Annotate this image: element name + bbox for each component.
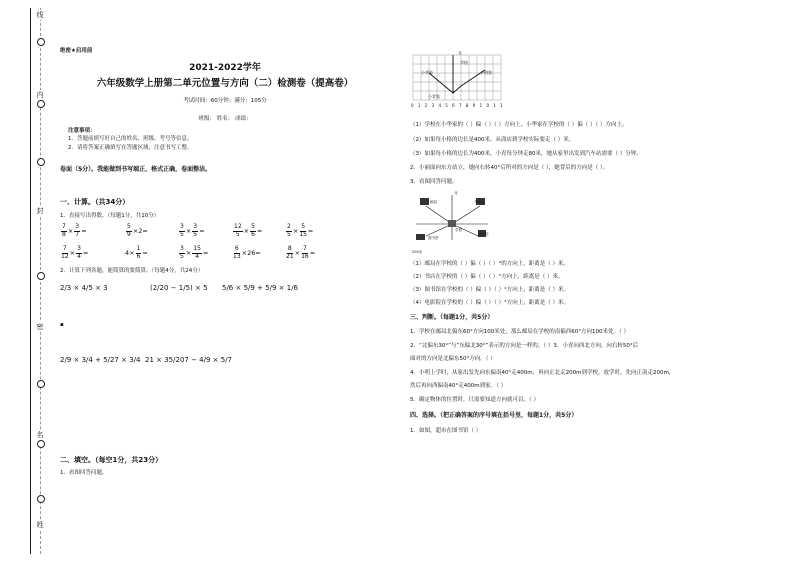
judge-item: 5．确定物体的位置时，只需要知道方向就可以。（ ）	[410, 397, 539, 403]
calc-item: 2/9 × 3/4 + 5/27 × 3/4	[60, 356, 141, 364]
binding-hole	[37, 272, 45, 280]
map-label: 图书馆	[428, 236, 439, 240]
grid-label: 小华家	[421, 70, 433, 75]
calc-item: 2/3 × 4/5 × 3	[60, 284, 108, 292]
judge-item: 然后再向西偏南40°走400m到家。（ ）	[410, 383, 507, 389]
calc-item: 5/6 × 5/9 + 5/9 × 1/6	[222, 284, 299, 292]
q1-instruction: 1．直接写出得数。（每题1分，共10分）	[60, 213, 160, 219]
exam-info: 考试时间：60分钟；满分：105分	[183, 98, 267, 104]
question-text: （3）如果每小格的边长为400米，小青每分钟走80米，她从家里出发到汽车站需要（ ）分钟。	[410, 151, 642, 157]
secret-label: 绝密★启用前	[60, 48, 93, 54]
page-title: 六年级数学上册第二单元位置与方向（二）检测卷（提高卷）	[96, 78, 354, 89]
calc-item: 21 × 35/207 − 4/9 × 5/7	[145, 356, 233, 364]
map-question: （1）邮局在学校的（ ）偏（ ）（ ）°的方向上，距离是（ ）米。	[410, 261, 569, 267]
grid-label: 小青家	[428, 94, 440, 99]
svg-text:北: 北	[458, 51, 462, 55]
margin-label: 密	[36, 323, 44, 331]
year-title: 2021-2022学年	[189, 63, 261, 73]
grid-axis: 01234567891011	[411, 103, 507, 108]
q2-instruction: 2．计算下列各题。能简算的要简算。（每题4分，共24分）	[60, 268, 204, 274]
direct-item: 4 × $\frac{1}{6}$ =	[125, 245, 148, 260]
judge-item: 1．学校在邮局北偏东60°方向100米处，那么邮局在学校的南偏西60°方向100米处。（ ）	[410, 329, 629, 335]
student-info: 班级： 姓名： 成绩：	[198, 116, 252, 122]
direct-item: $\frac{3}{5}$ × $\frac{3}{5}$ =	[180, 223, 205, 238]
margin-label: 姓	[36, 521, 44, 529]
section4-heading: 四、选择。（把正确答案的序号填在括号里，每题1分，共5分）	[410, 412, 578, 419]
calc-item: (2/20 − 1/5) × 5	[150, 284, 208, 292]
grid-label: 学校	[460, 60, 468, 65]
section3-heading: 三、判断。（每题1分，共5分）	[410, 314, 494, 321]
question-text: （2）如果每小格的边长是400米，从商店到学校实际要走（ ）米。	[410, 137, 575, 143]
margin-label: 内	[36, 91, 44, 99]
margin-label: 名	[36, 431, 44, 439]
margin-label: 线	[36, 11, 44, 19]
direct-item: $\frac{8}{21}$ × $\frac{7}{16}$ =	[286, 245, 316, 260]
map-question: （2）书店在学校的（ ）偏（ ）（ ）°方向上，距离是（ ）米。	[410, 274, 564, 280]
map-question: （3）图书馆在学校的（ ）偏（ ）（ ）°方向上，距离是（ ）米。	[410, 287, 569, 293]
map-label: 书店	[474, 200, 481, 204]
notes-heading: 注意事项：	[68, 128, 96, 134]
direct-item: $\frac{6}{13}$ × 26 =	[233, 245, 261, 260]
binding-hole	[37, 380, 45, 388]
question-text: 2．小丽面向东方站立，她向右转40°后所对的方向是（ ），她背后的方向是（ ）。	[410, 165, 609, 171]
section1-heading: 一、计算。（共34分）	[60, 198, 130, 206]
binding-hole	[37, 100, 45, 108]
map-question: （4）电影院在学校的（ ）偏（ ）（ ）°方向上，距离是（ ）米。	[410, 300, 569, 306]
binding-hole	[37, 38, 45, 46]
margin-label: 封	[36, 207, 44, 215]
judge-item: 面对的方向是北偏东50°方向。（ ）	[410, 356, 496, 362]
question-text: （1）学校在小华家的（ ）偏（ ）（ ）方向上，小华家在学校的（ ）偏（ ）（ ）方向上。	[410, 122, 628, 128]
question-text: 3．看图回答问题。	[410, 179, 458, 185]
direct-item: $\frac{7}{8}$ × $\frac{3}{7}$ =	[62, 223, 87, 238]
grid-label: 小明家	[480, 70, 492, 75]
bullet-mark: ▪	[60, 322, 64, 328]
note-item: 2．请将答案正确填写在答题区域，注意书写工整。	[68, 145, 193, 151]
binding-hole	[37, 158, 45, 166]
map-label: 邮局	[430, 200, 437, 204]
binding-hole	[37, 495, 45, 503]
section2-q1: 1．看图回答问题。	[60, 470, 108, 476]
map-scale: 200米	[412, 250, 423, 254]
direct-item: $\frac{7}{12}$ × $\frac{3}{4}$ =	[61, 245, 89, 260]
binding-hole	[37, 440, 45, 448]
direct-item: $\frac{3}{5}$ × $\frac{15}{4}$ =	[180, 245, 209, 260]
note-item: 1．答题前填写好自己的姓名、班级、考号等信息。	[68, 136, 193, 142]
direct-item: $\frac{2}{5}$ × $\frac{5}{15}$ =	[287, 223, 314, 238]
judge-item: 4．小明上学时，从家出发先向东偏南40°走400m，再向正北走200m到学校，放学时，先向正南走200m，	[410, 370, 675, 376]
direct-item: $\frac{5}{9}$ × 2 =	[127, 223, 148, 238]
section2-heading: 二、填空。（每空1分，共23分）	[60, 456, 163, 464]
choice-item: 1．如图，超市在图书馆（ ）	[410, 428, 482, 434]
map-label: 学校	[455, 228, 462, 232]
binding-line	[30, 8, 31, 554]
map-label: 北	[454, 191, 458, 195]
judge-item: 2．“北偏东30°”与“东偏北30°”表示的方向是一样的。（ ）3．小青向西北方向，向右转50°后	[410, 343, 639, 349]
neatness-line: 卷面（5分）。我能做到书写端正，格式正确，卷面整洁。	[60, 166, 212, 173]
direct-item: $\frac{12}{5}$ × $\frac{5}{6}$ =	[234, 223, 263, 238]
map-label: 电影院	[478, 232, 489, 236]
